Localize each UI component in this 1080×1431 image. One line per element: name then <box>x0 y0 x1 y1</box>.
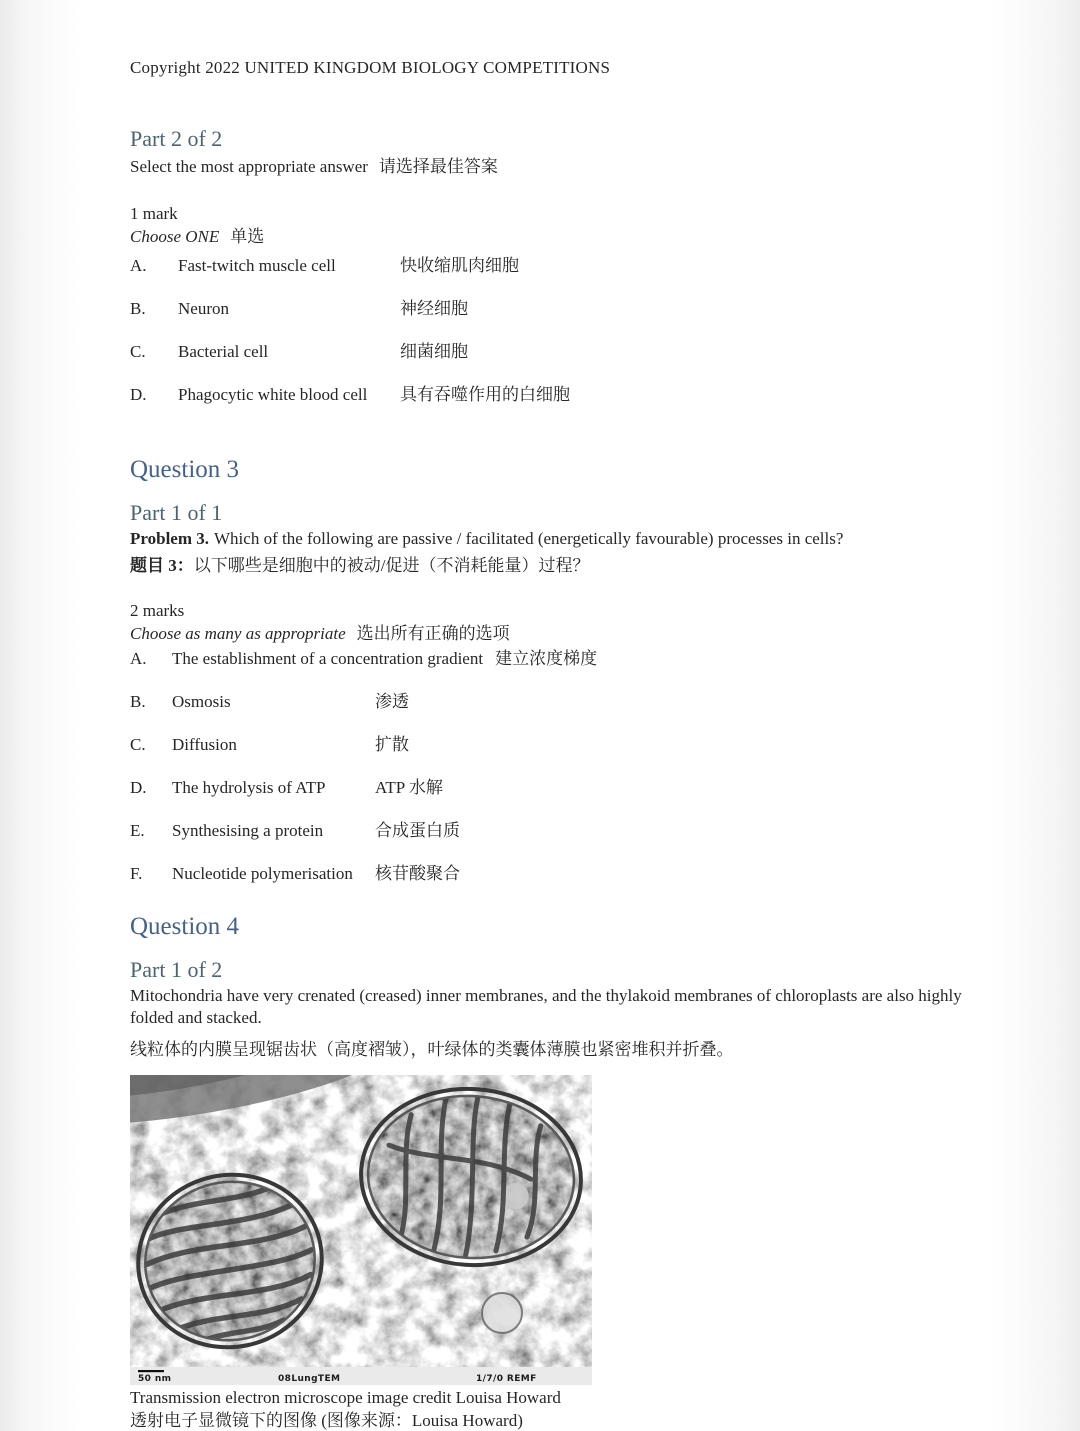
option-text-en: Synthesising a protein <box>172 821 324 840</box>
option-letter: A. <box>130 256 147 275</box>
option-text-zh: 合成蛋白质 <box>375 821 460 840</box>
problem-text: Which of the following are passive / facilitated (energetically favourable) processes in cells? <box>214 529 844 548</box>
figure-credit-zh: 透射电子显微镜下的图像 (图像来源：Louisa Howard) <box>130 1411 523 1430</box>
tem-figure <box>130 1075 992 1385</box>
problem-label: Problem 3. <box>130 529 210 548</box>
option-text-en: Neuron <box>178 299 229 318</box>
option-text-zh: 细菌细胞 <box>400 342 468 361</box>
file-label: 08LungTEM <box>278 1374 341 1384</box>
option-letter: B. <box>130 299 146 318</box>
option-letter: C. <box>130 342 146 361</box>
part2-option-a <box>130 255 992 276</box>
question3-heading: Question 3 <box>130 456 240 483</box>
copyright-line: Copyright 2022 UNITED KINGDOM BIOLOGY COMPETITIONS <box>130 58 611 77</box>
option-letter: B. <box>130 692 146 711</box>
part2-choose-en: Choose ONE <box>130 227 220 246</box>
figure-credit-en: Transmission electron microscope image credit Louisa Howard <box>130 1388 561 1407</box>
part2-option-b <box>130 298 992 319</box>
option-text-en: Diffusion <box>172 735 237 754</box>
question3-problem-zh <box>130 555 992 576</box>
option-text-en: Nucleotide polymerisation <box>172 864 353 883</box>
problem-label-zh: 题目 3： <box>130 556 194 575</box>
option-text-zh: 快收缩肌肉细胞 <box>400 256 519 275</box>
option-text-en: The hydrolysis of ATP <box>172 778 326 797</box>
question3-option-c <box>130 734 992 755</box>
option-text-zh: 渗透 <box>375 692 409 711</box>
option-letter: E. <box>130 821 145 840</box>
part2-instruction-zh: 请选择最佳答案 <box>378 157 498 176</box>
option-text-en: Fast-twitch muscle cell <box>178 256 336 275</box>
option-text-zh: 建立浓度梯度 <box>495 649 598 668</box>
part2-marks: 1 mark <box>130 204 178 223</box>
option-text-zh: 扩散 <box>375 735 409 754</box>
part2-instruction-en: Select the most appropriate answer <box>130 157 368 176</box>
question3-option-b <box>130 691 992 712</box>
option-text-en: Osmosis <box>172 692 231 711</box>
photo-area <box>130 1075 592 1369</box>
option-letter: C. <box>130 735 146 754</box>
question4-body-en: Mitochondria have very crenated (creased) inner membranes, and the thylakoid membranes of chloroplasts are also highly folded and stacked. <box>130 986 962 1027</box>
question3-option-f <box>130 863 992 884</box>
part2-choose <box>130 226 992 247</box>
option-text-en: Phagocytic white blood cell <box>178 385 368 404</box>
question3-choose-en: Choose as many as appropriate <box>130 624 346 643</box>
question4-part: Part 1 of 2 <box>130 957 223 982</box>
option-letter: D. <box>130 385 147 404</box>
option-text-zh: 具有吞噬作用的白细胞 <box>400 385 570 404</box>
question3-marks: 2 marks <box>130 601 185 620</box>
question3-part: Part 1 of 1 <box>130 500 223 525</box>
part2-option-d <box>130 384 992 405</box>
option-letter: D. <box>130 778 147 797</box>
question3-choose-zh: 选出所有正确的选项 <box>356 624 510 643</box>
part2-instruction <box>130 156 992 177</box>
question3-problem-en <box>130 528 992 549</box>
option-letter: A. <box>130 649 147 668</box>
part2-heading: Part 2 of 2 <box>130 126 223 151</box>
option-text-zh: 核苷酸聚合 <box>375 864 460 883</box>
option-text-en: The establishment of a concentration gradient <box>172 649 484 668</box>
problem-text-zh: 以下哪些是细胞中的被动/促进（不消耗能量）过程？ <box>193 556 590 575</box>
part2-choose-zh: 单选 <box>230 227 265 246</box>
question3-option-e <box>130 820 992 841</box>
vesicle <box>482 1293 522 1333</box>
tem-micrograph-image <box>130 1075 592 1385</box>
ref-label: 1/7/0 REMF <box>476 1374 537 1384</box>
question3-choose <box>130 623 992 644</box>
option-text-en: Bacterial cell <box>178 342 269 361</box>
option-letter: F. <box>130 864 143 883</box>
question3-option-a <box>130 648 992 669</box>
option-text-zh: 神经细胞 <box>400 299 468 318</box>
scale-label: 50 nm <box>138 1374 172 1384</box>
question3-option-d <box>130 777 992 798</box>
option-text-zh: ATP 水解 <box>375 778 443 797</box>
question4-heading: Question 4 <box>130 913 240 940</box>
question4-body-zh: 线粒体的内膜呈现锯齿状（高度褶皱），叶绿体的类囊体薄膜也紧密堆积并折叠。 <box>130 1040 734 1059</box>
scale-bar <box>138 1370 164 1372</box>
part2-option-c <box>130 341 992 362</box>
